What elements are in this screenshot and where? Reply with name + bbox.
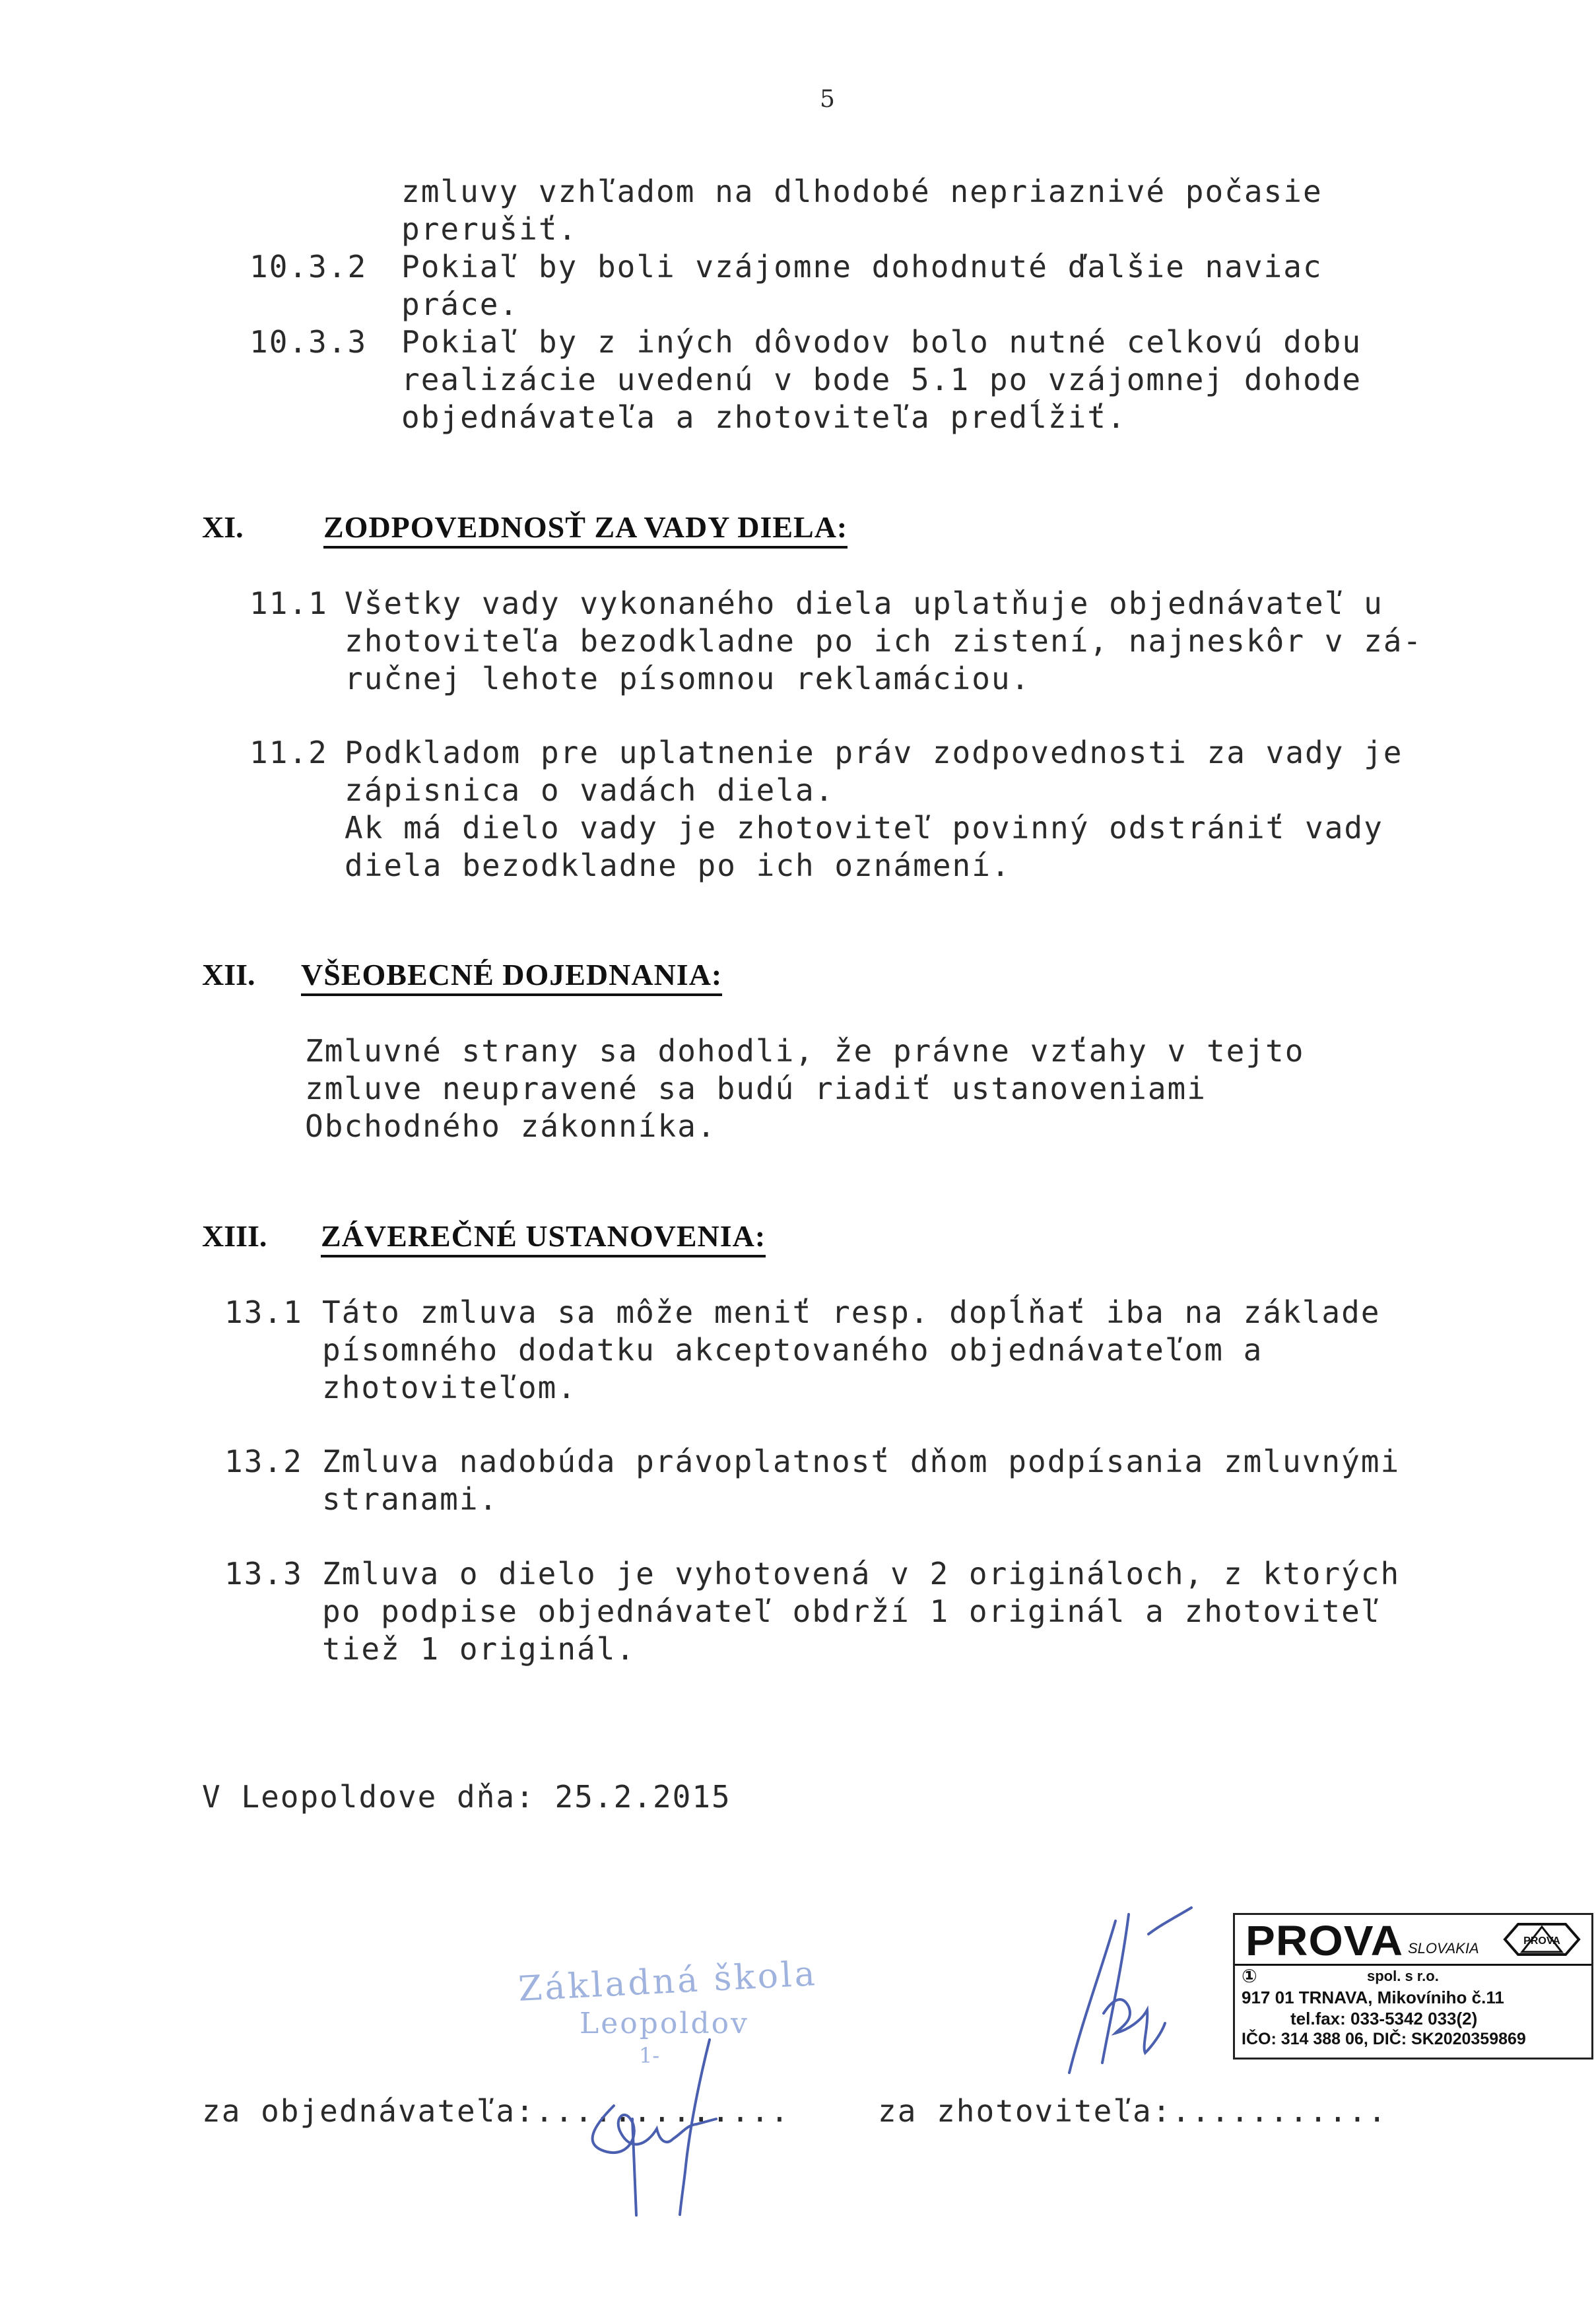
clause-number: 11.1 bbox=[249, 586, 328, 621]
clause-number: 11.2 bbox=[249, 735, 328, 770]
company-stamp bbox=[1233, 1913, 1593, 2060]
clause-number: 13.2 bbox=[224, 1444, 303, 1479]
clause-10-intro bbox=[401, 173, 1323, 248]
company-stamp-line3: tel.fax: 033-5342 033(2) bbox=[1290, 2009, 1478, 2028]
contractor-signature-label: za zhotoviteľa:........... bbox=[878, 2093, 1388, 2129]
text-line: ručnej lehote písomnou reklamáciou. bbox=[345, 661, 1031, 696]
text-line: zmluvy vzhľadom na dlhodobé nepriaznivé počasie bbox=[401, 174, 1323, 209]
text-line: Pokiaľ by z iných dôvodov bolo nutné celkovú dobu bbox=[401, 324, 1362, 360]
text-line: zápisnica o vadách diela. bbox=[345, 772, 835, 808]
text-line: Táto zmluva sa môže meniť resp. dopĺňať iba na základe bbox=[322, 1294, 1381, 1330]
text-line: po podpise objednávateľ obdrží 1 originál a zhotoviteľ bbox=[322, 1593, 1381, 1629]
section-xii-body bbox=[305, 1032, 1304, 1145]
section-title: ZODPOVEDNOSŤ ZA VADY DIELA: bbox=[323, 510, 848, 549]
text-line: Zmluva nadobúda právoplatnosť dňom podpísania zmluvnými bbox=[322, 1444, 1401, 1479]
text-line: stranami. bbox=[322, 1481, 499, 1517]
section-title: VŠEOBECNÉ DOJEDNANIA: bbox=[301, 957, 722, 996]
clause-number: 10.3.3 bbox=[249, 324, 368, 360]
text-line: realizácie uvedenú v bode 5.1 po vzájomnej dohode bbox=[401, 362, 1362, 397]
contractor-signature bbox=[1030, 1894, 1228, 2093]
clause-number: 13.1 bbox=[224, 1294, 303, 1330]
stamp-divider bbox=[1235, 1964, 1591, 1966]
text-line: prerušiť. bbox=[401, 211, 578, 247]
company-stamp-line2: 917 01 TRNAVA, Mikovíniho č.11 bbox=[1242, 1988, 1504, 2007]
section-xii-heading bbox=[202, 957, 723, 992]
clause-number: 13.3 bbox=[224, 1556, 303, 1591]
text-line: Ak má dielo vady je zhotoviteľ povinný odstrániť vady bbox=[345, 810, 1383, 846]
text-line: Všetky vady vykonaného diela uplatňuje objednávateľ u bbox=[345, 586, 1383, 621]
client-signature-label: za objednávateľa:............. bbox=[202, 2093, 790, 2129]
text-line: práce. bbox=[401, 286, 519, 322]
text-line: písomného dodatku akceptovaného objednávateľom a bbox=[322, 1332, 1263, 1368]
stamp-registered-mark: ① bbox=[1242, 1966, 1257, 1986]
school-stamp-line1: Základná škola bbox=[517, 1954, 818, 2009]
text-line: tiež 1 originál. bbox=[322, 1631, 636, 1667]
prova-logo-icon bbox=[1502, 1922, 1581, 1957]
company-stamp-name: PROVA bbox=[1246, 1917, 1404, 1964]
section-xiii-heading bbox=[202, 1219, 766, 1254]
text-line: diela bezodkladne po ich oznámení. bbox=[345, 848, 1011, 883]
section-numeral: XIII. bbox=[202, 1219, 267, 1253]
text-line: objednávateľa a zhotoviteľa predĺžiť. bbox=[401, 399, 1127, 435]
text-line: Podkladom pre uplatnenie práv zodpovednosti za vady je bbox=[345, 735, 1403, 770]
section-numeral: XI. bbox=[202, 510, 244, 544]
company-stamp-line4: IČO: 314 388 06, DIČ: SK2020359869 bbox=[1242, 2030, 1526, 2048]
text-line: zhotoviteľom. bbox=[322, 1370, 578, 1405]
section-numeral: XII. bbox=[202, 958, 255, 991]
text-line: Pokiaľ by boli vzájomne dohodnuté ďalšie naviac bbox=[401, 249, 1323, 285]
company-stamp-line1: spol. s r.o. bbox=[1367, 1968, 1439, 1984]
clause-number: 10.3.2 bbox=[249, 249, 368, 285]
text-line: Zmluvné strany sa dohodli, že právne vzťahy v tejto bbox=[305, 1033, 1305, 1069]
text-line: zhotoviteľa bezodkladne po ich zistení, najneskôr v zá- bbox=[345, 623, 1423, 659]
school-stamp-line3: 1- bbox=[639, 2043, 660, 2068]
company-stamp-country: SLOVAKIA bbox=[1408, 1940, 1479, 1957]
prova-logo-text: PROVA bbox=[1523, 1935, 1560, 1947]
client-signature bbox=[568, 2020, 739, 2218]
text-line: Obchodného zákonníka. bbox=[305, 1108, 717, 1144]
text-line: Zmluva o dielo je vyhotovená v 2 origináloch, z ktorých bbox=[322, 1556, 1401, 1591]
section-xi-heading bbox=[202, 510, 848, 545]
page-number: 5 bbox=[820, 86, 835, 113]
section-title: ZÁVEREČNÉ USTANOVENIA: bbox=[321, 1219, 766, 1257]
school-stamp-line2: Leopoldov bbox=[580, 2007, 749, 2040]
text-line: zmluve neupravené sa budú riadiť ustanoveniami bbox=[305, 1071, 1207, 1106]
place-date: V Leopoldove dňa: 25.2.2015 bbox=[202, 1779, 731, 1815]
